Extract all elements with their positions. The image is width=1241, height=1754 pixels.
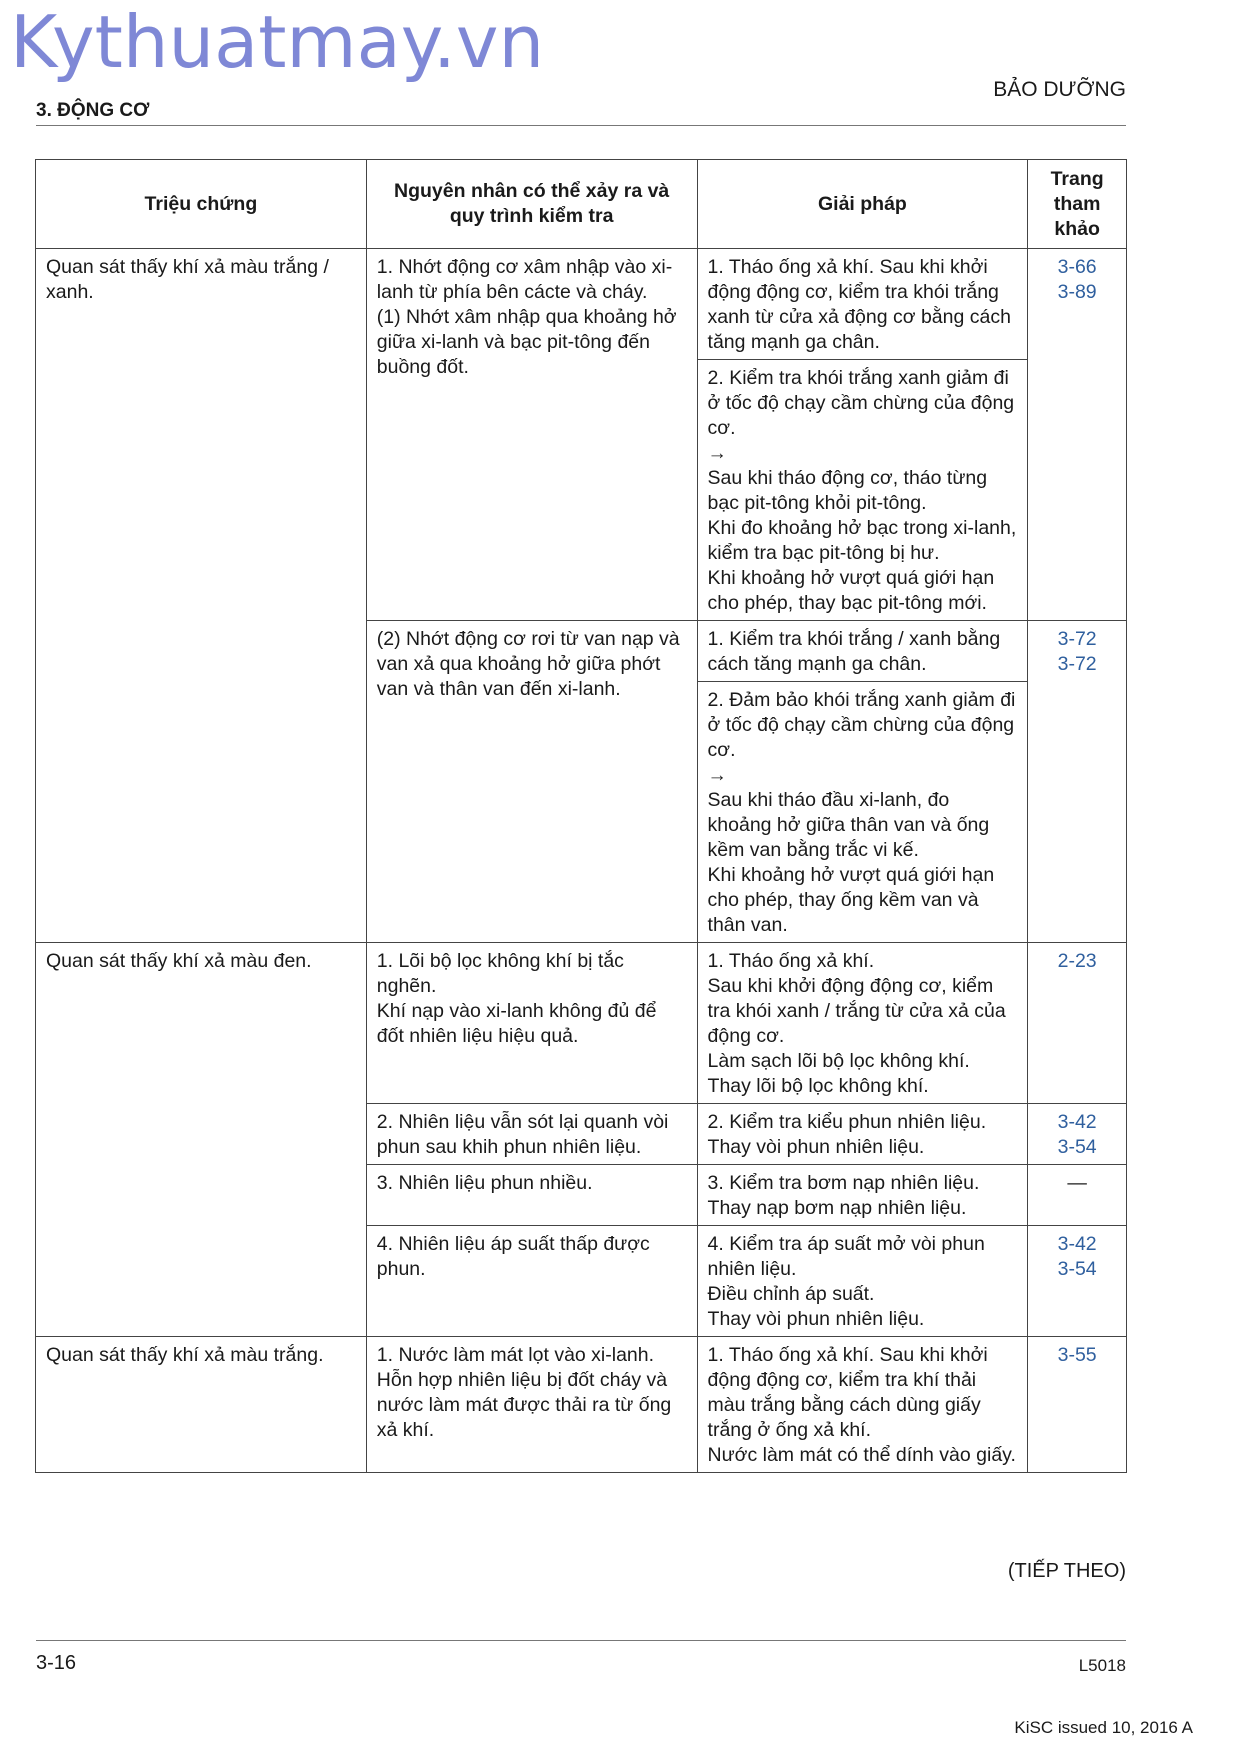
footer-divider (36, 1640, 1126, 1641)
cause-cell (366, 1165, 697, 1226)
table-header-row (36, 160, 1127, 249)
solution-cell (697, 1337, 1028, 1473)
cause-cell (366, 249, 697, 621)
solution-text: 2. Kiểm tra khói trắng xanh giảm đi ở tốc độ chạy cầm chừng của động cơ. (707, 367, 1015, 439)
table-row (36, 1337, 1127, 1473)
symptom-text: Quan sát thấy khí xả màu trắng / xanh. (46, 256, 329, 303)
reference-page: 3-89 (1057, 281, 1097, 303)
cause-text: 2. Nhiên liệu vẫn sót lại quanh vòi phun sau khih phun nhiên liệu. (376, 1111, 669, 1158)
cause-cell (366, 621, 697, 943)
header-symptom: Triệu chứng (36, 160, 367, 249)
symptom-text: Quan sát thấy khí xả màu đen. (46, 950, 312, 972)
reference-page: 3-54 (1057, 1258, 1097, 1280)
solution-text: 1. Tháo ống xả khí. Sau khi khởi động động cơ, kiểm tra khói trắng xanh từ cửa xả động cơ bằng cách tăng mạnh ga chân. (707, 256, 1011, 353)
reference-page: 3-72 (1057, 628, 1097, 650)
cause-cell (366, 1337, 697, 1473)
reference-page: 2-23 (1057, 950, 1097, 972)
solution-text: Thay vòi phun nhiên liệu. (707, 1136, 925, 1158)
table-row (36, 943, 1127, 1104)
reference-dash: — (1067, 1172, 1087, 1194)
solution-text: 3. Kiểm tra bơm nạp nhiên liệu. (707, 1172, 980, 1194)
solution-text: Thay vòi phun nhiên liệu. (707, 1308, 925, 1330)
symptom-cell (36, 249, 367, 943)
document-code: L5018 (1078, 1656, 1126, 1675)
solution-text: Thay nạp bơm nạp nhiên liệu. (707, 1197, 967, 1219)
solution-cell (697, 249, 1028, 360)
symptom-cell (36, 1337, 367, 1473)
symptom-text: Quan sát thấy khí xả màu trắng. (46, 1344, 324, 1366)
solution-text: Sau khi tháo đầu xi-lanh, đo khoảng hở giữa thân van và ống kềm van bằng trắc vi kế. (707, 789, 990, 861)
reference-cell (1028, 1226, 1127, 1337)
solution-cell (697, 621, 1028, 682)
page-number: 3-16 (36, 1652, 77, 1674)
solution-text: 2. Kiểm tra kiểu phun nhiên liệu. (707, 1111, 987, 1133)
solution-arrow: → (707, 764, 728, 786)
reference-page: 3-66 (1057, 256, 1097, 278)
reference-page: 3-42 (1057, 1233, 1097, 1255)
solution-text: 4. Kiểm tra áp suất mở vòi phun nhiên liệu. (707, 1233, 985, 1280)
cause-text: 3. Nhiên liệu phun nhiều. (376, 1172, 593, 1194)
solution-cell (697, 1165, 1028, 1226)
solution-text: Sau khi khởi động động cơ, kiểm tra khói xanh / trắng từ cửa xả của động cơ. (707, 975, 1006, 1047)
solution-text: 1. Kiểm tra khói trắng / xanh bằng cách tăng mạnh ga chân. (707, 628, 1001, 675)
reference-cell (1028, 1337, 1127, 1473)
continued-note: (TIẾP THEO) (1007, 1560, 1126, 1582)
solution-text: Nước làm mát có thể dính vào giấy. (707, 1444, 1016, 1466)
solution-text: Thay lõi bộ lọc không khí. (707, 1075, 929, 1097)
header-reference: Trang tham khảo (1028, 160, 1127, 249)
cause-text: (2) Nhớt động cơ rơi từ van nạp và van xả qua khoảng hở giữa phớt van và thân van đến xi-lanh. (376, 628, 680, 700)
cause-text: 1. Lõi bộ lọc không khí bị tắc nghẽn. (376, 950, 624, 997)
header-divider (36, 125, 1126, 126)
reference-page: 3-42 (1057, 1111, 1097, 1133)
cause-cell (366, 1104, 697, 1165)
solution-text: Điều chỉnh áp suất. (707, 1283, 875, 1305)
solution-text: 1. Tháo ống xả khí. (707, 950, 875, 972)
solution-text: Khi khoảng hở vượt quá giới hạn cho phép, thay bạc pit-tông mới. (707, 567, 995, 614)
solution-text: Làm sạch lõi bộ lọc không khí. (707, 1050, 970, 1072)
solution-text: Khi khoảng hở vượt quá giới hạn cho phép, thay ống kềm van và thân van. (707, 864, 995, 936)
table-row (36, 249, 1127, 360)
reference-cell (1028, 1104, 1127, 1165)
header-solution: Giải pháp (697, 160, 1028, 249)
solution-cell (697, 360, 1028, 621)
solution-cell (697, 943, 1028, 1104)
cause-text: Hỗn hợp nhiên liệu bị đốt cháy và nước làm mát được thải ra từ ống xả khí. (376, 1369, 672, 1441)
cause-cell (366, 1226, 697, 1337)
cause-text: 1. Nhớt động cơ xâm nhập vào xi-lanh từ phía bên cácte và cháy. (376, 256, 673, 303)
cause-text: 4. Nhiên liệu áp suất thấp được phun. (376, 1233, 650, 1280)
reference-page: 3-54 (1057, 1136, 1097, 1158)
solution-cell (697, 1226, 1028, 1337)
reference-page: 3-72 (1057, 653, 1097, 675)
reference-cell (1028, 943, 1127, 1104)
reference-cell (1028, 621, 1127, 943)
solution-text: 2. Đảm bảo khói trắng xanh giảm đi ở tốc độ chạy cầm chừng của động cơ. (707, 689, 1016, 761)
solution-cell (697, 682, 1028, 943)
solution-text: Khi đo khoảng hở bạc trong xi-lanh, kiểm tra bạc pit-tông bị hư. (707, 517, 1017, 564)
reference-cell (1028, 249, 1127, 621)
cause-text: Khí nạp vào xi-lanh không đủ để đốt nhiên liệu hiệu quả. (376, 1000, 657, 1047)
symptom-cell (36, 943, 367, 1337)
cause-text: (1) Nhớt xâm nhập qua khoảng hở giữa xi-lanh và bạc pit-tông đến buồng đốt. (376, 306, 677, 378)
section-title-right: BẢO DƯỠNG (993, 78, 1126, 101)
solution-text: Sau khi tháo động cơ, tháo từng bạc pit-tông khỏi pit-tông. (707, 467, 988, 514)
solution-arrow: → (707, 442, 728, 464)
section-title-left: 3. ĐỘNG CƠ (36, 100, 150, 121)
issue-note: KiSC issued 10, 2016 A (1014, 1718, 1193, 1737)
reference-page: 3-55 (1057, 1344, 1097, 1366)
troubleshooting-table (35, 159, 1127, 1473)
solution-text: 1. Tháo ống xả khí. Sau khi khởi động động cơ, kiểm tra khí thải màu trắng bằng cách dùng giấy trắng ở ống xả khí. (707, 1344, 988, 1441)
reference-cell (1028, 1165, 1127, 1226)
header-cause: Nguyên nhân có thể xảy ra và quy trình kiểm tra (366, 160, 697, 249)
cause-cell (366, 943, 697, 1104)
watermark-text: Kythuatmay.vn (10, 0, 545, 84)
cause-text: 1. Nước làm mát lọt vào xi-lanh. (376, 1344, 655, 1366)
solution-cell (697, 1104, 1028, 1165)
